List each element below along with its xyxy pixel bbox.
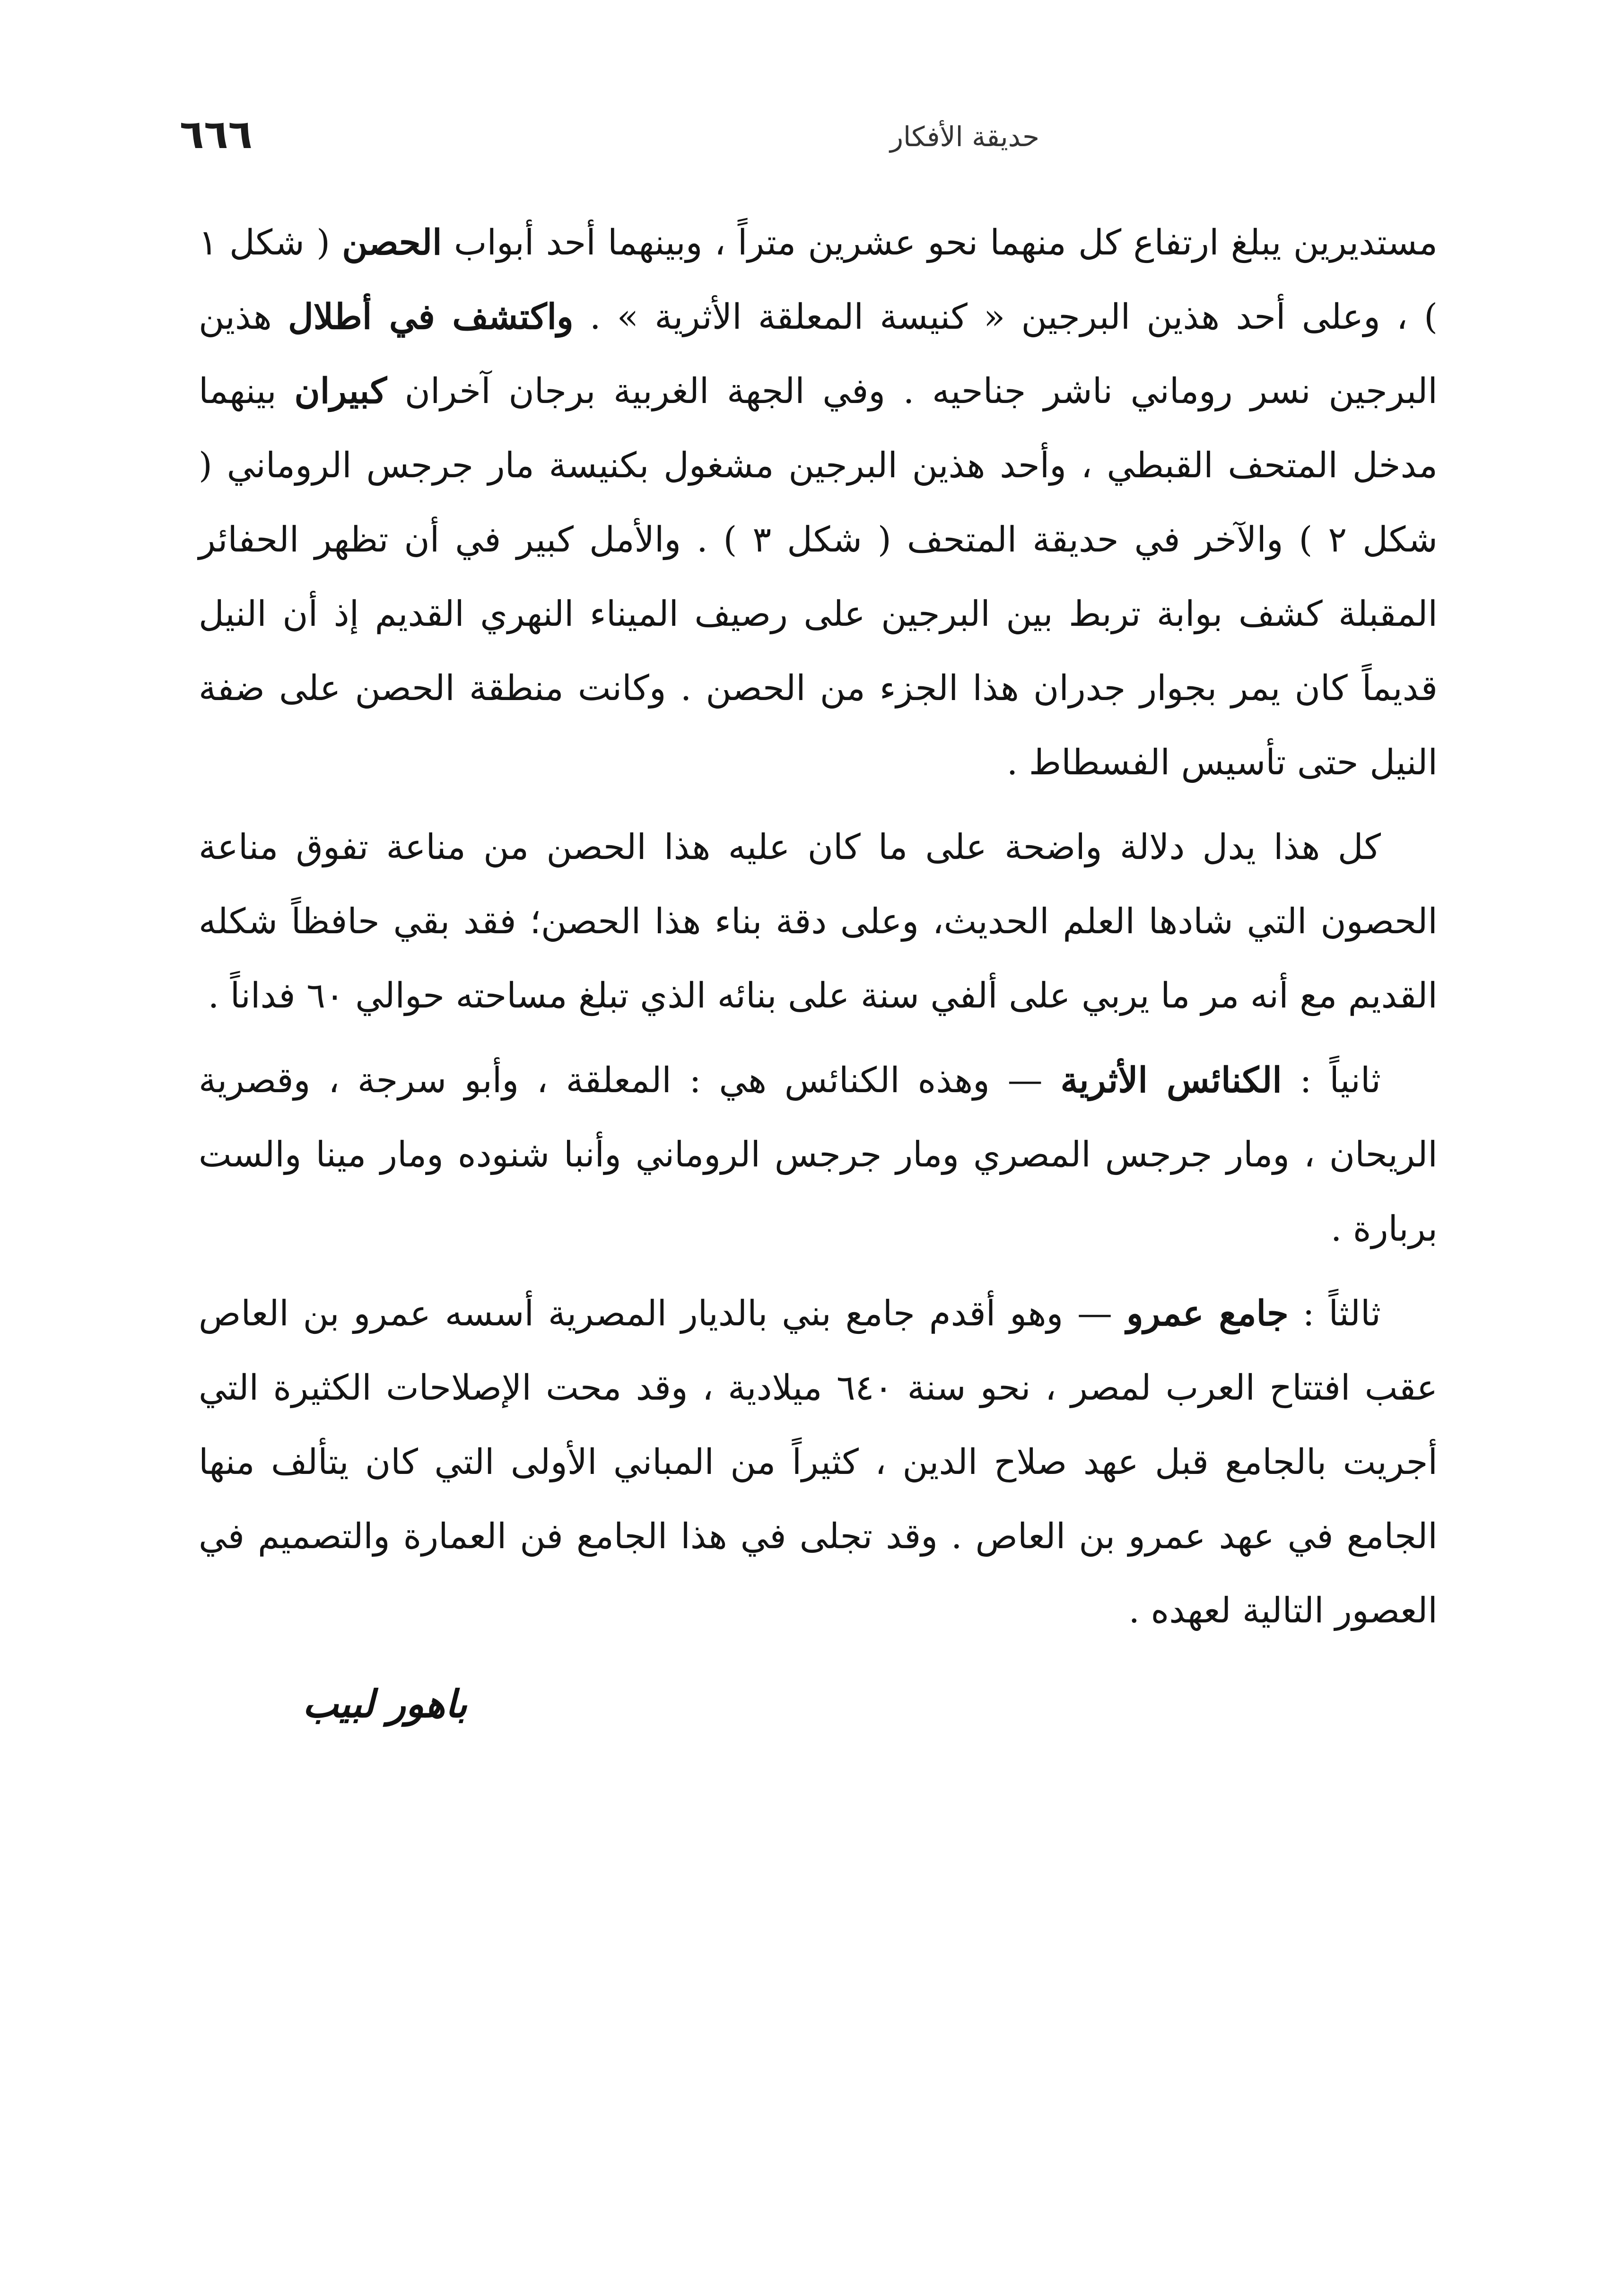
bold-run: كبيران bbox=[294, 371, 387, 412]
page-number: ٦٦٦ bbox=[180, 111, 253, 158]
page-header bbox=[180, 111, 1415, 173]
paragraph-strength bbox=[199, 810, 1438, 1033]
running-title: حديقة الأفكار bbox=[890, 121, 1039, 153]
author-signature: باهور لبيب bbox=[303, 1682, 467, 1726]
text-run: ثانياً : bbox=[1282, 1060, 1381, 1101]
bold-run: واكتشف في أطلال bbox=[288, 297, 574, 337]
text-run: مستديرين يبلغ ارتفاع كل منهما نحو عشرين متراً ، وبينهما أحد أبواب bbox=[442, 222, 1438, 263]
section-heading-mosque: جامع عمرو bbox=[1126, 1293, 1289, 1334]
text-run: ثالثاً : bbox=[1288, 1293, 1381, 1334]
text-run: هذين البرجين نسر روماني ناشر جناحيه . وفي الجهة الغربية برجان آخران bbox=[199, 297, 1438, 412]
article-body bbox=[199, 206, 1438, 1648]
text-run: بينهما مدخل المتحف القبطي ، وأحد هذين البرجين مشغول بكنيسة مار جرجس الروماني ( شكل ٢ ) والآخر في حديقة المتحف ( شكل ٣ ) . والأمل كبير في أن تظهر الحفائر المقبلة كشف بوابة تربط بين البرجين على رصيف الميناء النهري القديم إذ أن النيل قديماً كان يمر بجوار جدران هذا الجزء من الحصن . وكانت منطقة الحصن على ضفة النيل حتى تأسيس الفسطاط . bbox=[199, 371, 1438, 783]
paragraph-mosque bbox=[199, 1277, 1438, 1648]
text-run: — وهذه الكنائس هي : المعلقة ، وأبو سرجة ، وقصرية الريحان ، ومار جرجس المصري ومار جرجس الروماني وأنبا شنوده ومار مينا والست بربارة . bbox=[199, 1060, 1438, 1249]
text-run: ( شكل ١ ) ، وعلى أحد هذين البرجين « كنيسة المعلقة الأثرية » . bbox=[199, 222, 1438, 337]
text-run: كل هذا يدل دلالة واضحة على ما كان عليه هذا الحصن من مناعة تفوق مناعة الحصون التي شادها العلم الحديث، وعلى دقة بناء هذا الحصن؛ فقد بقي حافظاً شكله القديم مع أنه مر ما يربي على ألفي سنة على بنائه الذي تبلغ مساحته حوالي ٦٠ فداناً . bbox=[199, 827, 1438, 1016]
paragraph-fortress bbox=[199, 206, 1438, 800]
bold-run: الحصن bbox=[342, 222, 442, 263]
text-run: — وهو أقدم جامع بني بالديار المصرية أسسه عمرو بن العاص عقب افتتاح العرب لمصر ، نحو سنة ٦٤٠ ميلادية ، وقد محت الإصلاحات الكثيرة التي أجريت بالجامع قبل عهد صلاح الدين ، كثيراً من المباني الأولى التي كان يتألف منها الجامع في عهد عمرو بن العاص . وقد تجلى في هذا الجامع فن العمارة والتصميم في العصور التالية لعهده . bbox=[199, 1293, 1438, 1631]
section-heading-churches: الكنائس الأثرية bbox=[1060, 1060, 1282, 1101]
paragraph-churches bbox=[199, 1043, 1438, 1266]
